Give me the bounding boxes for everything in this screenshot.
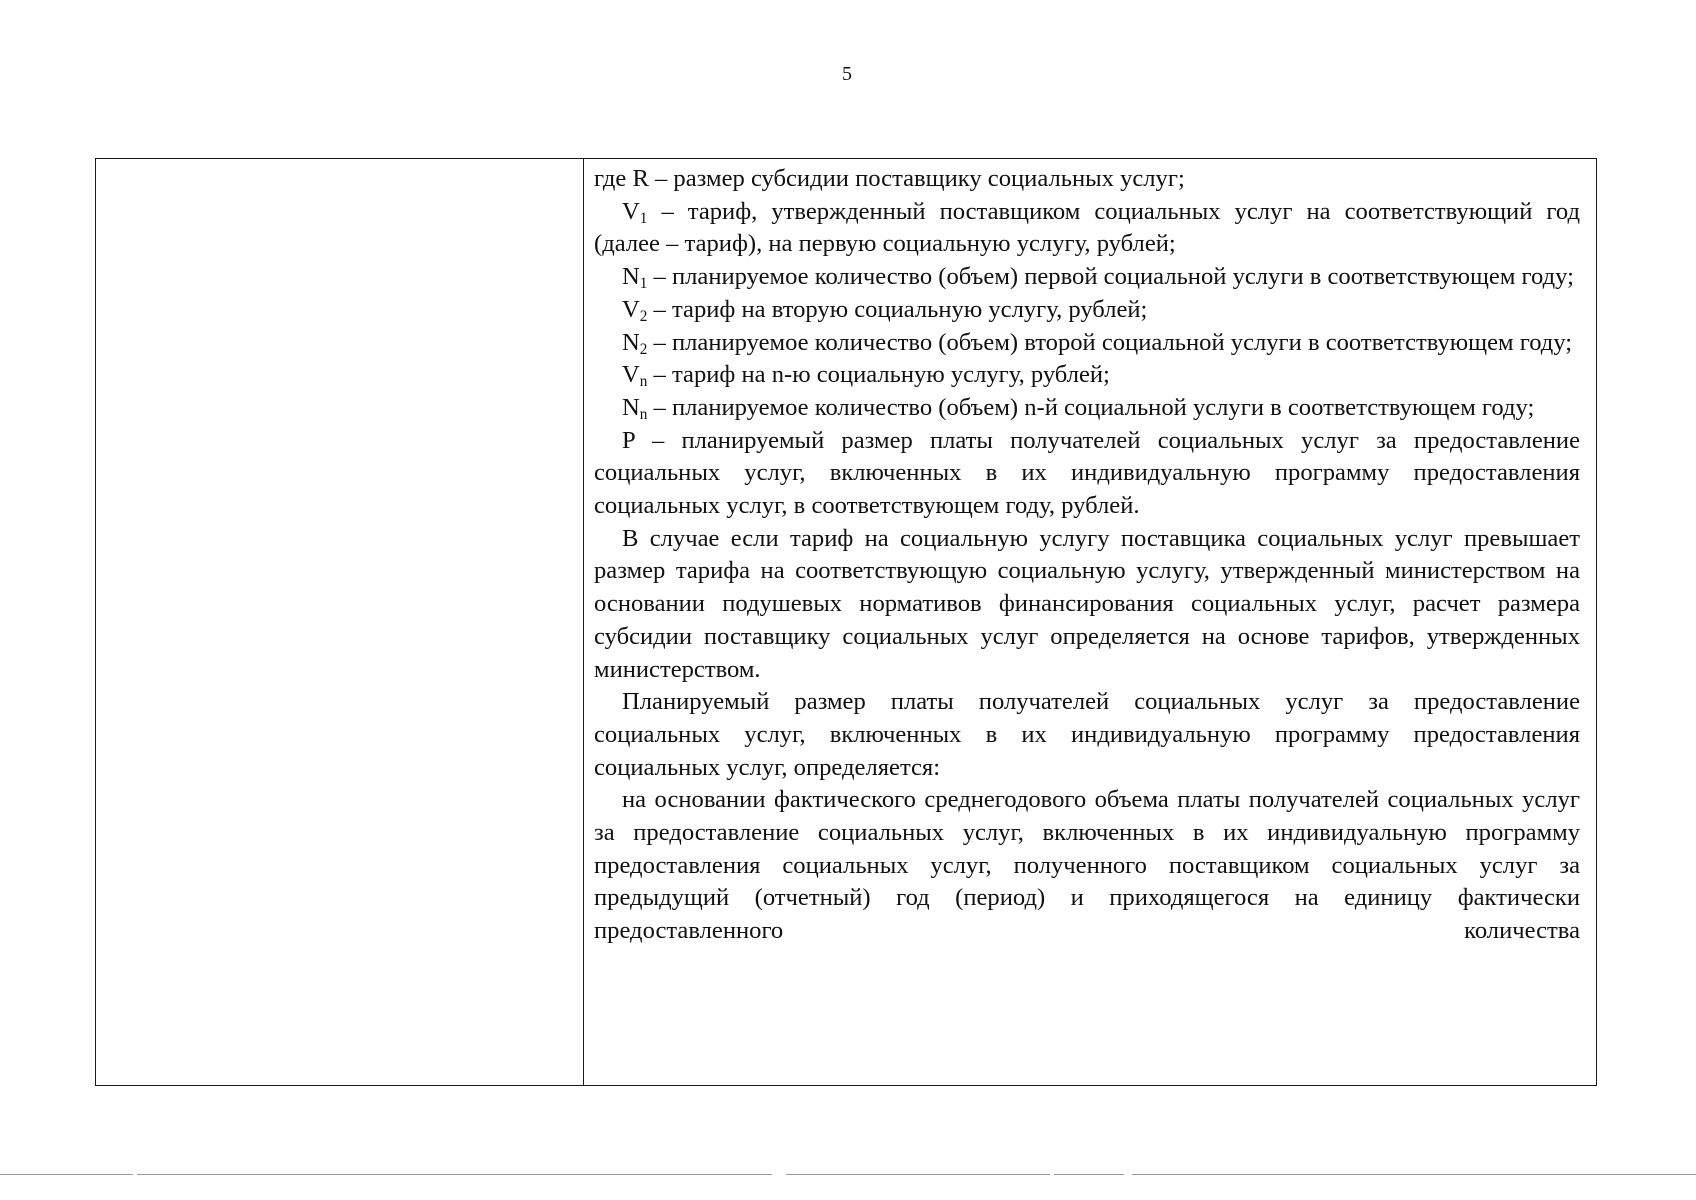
- legend-intro: где R – размер субсидии поставщику социальных услуг;: [594, 165, 1185, 192]
- table-left-cell-empty: [96, 159, 584, 1085]
- legend-subscript: n: [639, 405, 648, 423]
- page-number: 5: [842, 63, 852, 85]
- legend-symbol: V: [622, 295, 640, 323]
- legend-symbol: V: [622, 361, 640, 389]
- document-table: [95, 158, 1597, 1086]
- scan-bottom-rule: [0, 1174, 1696, 1175]
- legend-item-v1: [594, 196, 1580, 261]
- legend-symbol: N: [622, 328, 640, 356]
- paragraph-tariff-exceeds: В случае если тариф на социальную услугу поставщика социальных услуг превышает размер тарифа на соответствующую социальную услугу, утвержденный министерством на основании подушевых нормативов финансирования социальных услуг, расчет размера субсидии поставщику социальных услуг определяется на основе тарифов, утвержденных министерством.: [594, 524, 1580, 683]
- legend-subscript: 1: [639, 209, 648, 227]
- legend-symbol: V: [622, 197, 640, 225]
- table-right-cell: [584, 159, 1596, 1085]
- rule-gap: [1124, 1173, 1132, 1177]
- legend-item-nn: [594, 392, 1580, 425]
- legend-item-v2: [594, 294, 1580, 327]
- legend-subscript: 2: [639, 340, 648, 358]
- legend-symbol: N: [622, 393, 640, 421]
- rule-gap: [772, 1173, 786, 1177]
- legend-item-vn: [594, 359, 1580, 392]
- rule-gap: [133, 1173, 137, 1177]
- legend-item-p: P – планируемый размер платы получателей социальных услуг за предоставление социальных услуг, включенных в их индивидуальную программу предоставления социальных услуг, в соответствующем году, рублей.: [594, 426, 1580, 520]
- rule-gap: [1050, 1173, 1054, 1177]
- legend-subscript: 1: [639, 274, 648, 292]
- legend-definition: – планируемое количество (объем) n-й социальной услуги в соответствующем году;: [647, 393, 1535, 421]
- legend-definition: – тариф на n-ю социальную услугу, рублей;: [647, 361, 1110, 389]
- legend-definition: – планируемое количество (объем) первой социальной услуги в соответствующем году;: [647, 263, 1574, 291]
- legend-definition: – тариф на вторую социальную услугу, рублей;: [647, 295, 1148, 323]
- legend-item-n1: [594, 261, 1580, 294]
- paragraph-actual-average-fee: на основании фактического среднегодового объема платы получателей социальных услуг за предоставление социальных услуг, включенных в их индивидуальную программу предоставления социальных услуг, полученного поставщиком социальных услуг за предыдущий (отчетный) год (период) и приходящегося на единицу фактически предоставленного количества: [594, 786, 1580, 945]
- legend-definition: – планируемое количество (объем) второй социальной услуги в соответствующем году;: [647, 328, 1573, 356]
- legend-subscript: n: [639, 373, 648, 391]
- paragraph-planned-fee: Планируемый размер платы получателей социальных услуг за предоставление социальных услуг, включенных в их индивидуальную программу предоставления социальных услуг, определяется:: [594, 688, 1580, 781]
- legend-item-n2: [594, 327, 1580, 360]
- legend-definition: – тариф, утвержденный поставщиком социальных услуг на соответствующий год (далее – тариф), на первую социальную услугу, рублей;: [594, 197, 1580, 258]
- legend-symbol: N: [622, 263, 640, 291]
- legend-subscript: 2: [639, 307, 648, 325]
